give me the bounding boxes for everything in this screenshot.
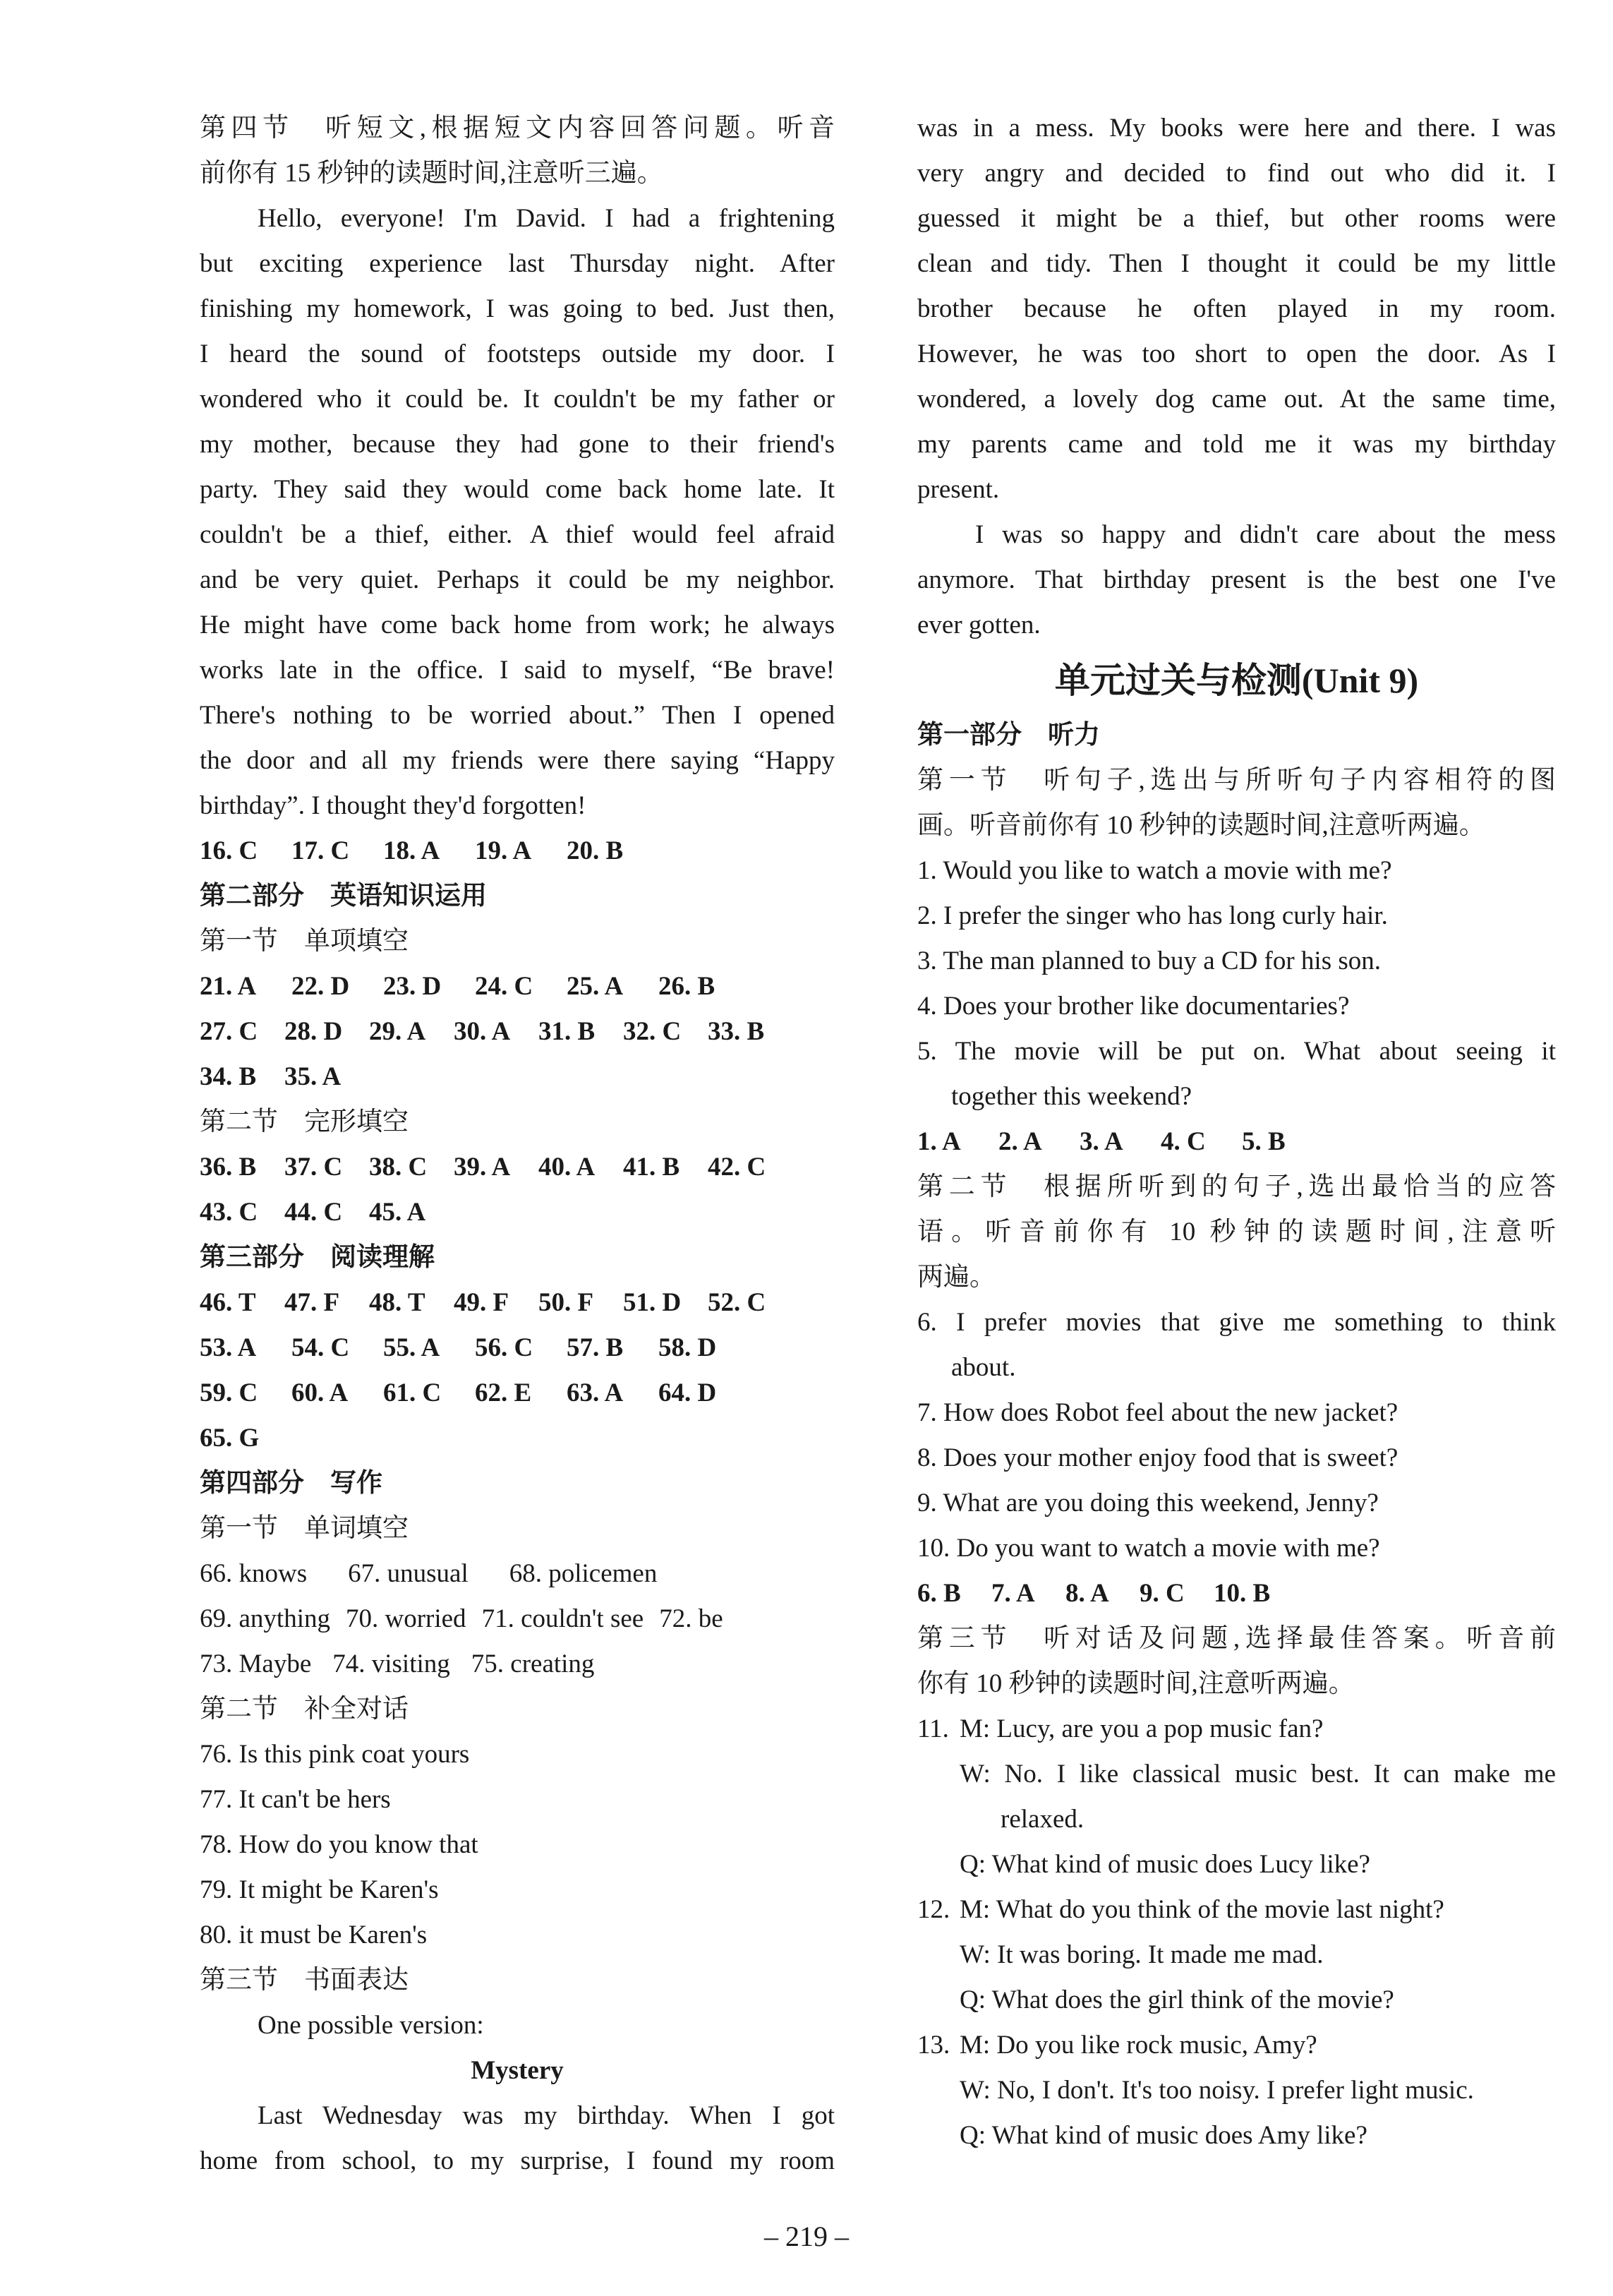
- answer: 26. B: [658, 972, 715, 1001]
- sec4-heading-2: 前你有 15 秒钟的读题时间,注意听三遍。: [200, 159, 663, 188]
- sentence: 5. The movie will be put on. What about seeing it: [917, 1037, 1556, 1066]
- essay-line: home from school, to my surprise, I found my room: [200, 2146, 835, 2175]
- dialog-12-m: [917, 1887, 1556, 1933]
- answer: 53. A: [200, 1333, 257, 1362]
- answer: 33. B: [708, 1017, 765, 1046]
- answer: 58. D: [658, 1333, 717, 1362]
- p4-sec1-heading: 第一节 单词填空: [200, 1514, 409, 1543]
- passage-line: couldn't be a thief, either. A thief would feel afraid: [200, 520, 835, 549]
- sentence: 2. I prefer the singer who has long curly hair.: [917, 901, 1388, 930]
- answer: 36. B: [200, 1153, 257, 1182]
- passage-line: Hello, everyone! I'm David. I had a frightening: [258, 204, 835, 233]
- answers-59-64: [200, 1371, 835, 1416]
- answer: 10. B: [1214, 1579, 1271, 1608]
- sec1-heading-1: 第一节 听句子,选出与所听句子内容相符的图: [917, 766, 1556, 795]
- answer: 42. C: [708, 1153, 766, 1182]
- passage-line: finishing my homework, I was going to bed. Just then,: [200, 294, 835, 323]
- part3-heading: 第三部分 阅读理解: [200, 1243, 435, 1272]
- dialog-11-m: [917, 1707, 1556, 1752]
- answer: 4. C: [1161, 1127, 1206, 1156]
- p2-sec2-heading: 第二节 完形填空: [200, 1107, 409, 1136]
- answer: 43. C: [200, 1198, 258, 1227]
- answer: 27. C: [200, 1017, 258, 1046]
- sentence: 8. Does your mother enjoy food that is sweet?: [917, 1443, 1398, 1472]
- sentence-cont: about.: [951, 1353, 1016, 1382]
- answer: 45. A: [369, 1198, 426, 1227]
- answer: 55. A: [383, 1333, 440, 1362]
- word-answer: 69. anything: [200, 1604, 330, 1633]
- word-answer: 66. knows: [200, 1559, 308, 1588]
- answer: 25. A: [567, 972, 624, 1001]
- sentence: 6. I prefer movies that give me something to think: [917, 1308, 1556, 1337]
- left-column: [200, 106, 835, 2184]
- answer: 6. B: [917, 1579, 961, 1608]
- answer: 63. A: [567, 1378, 624, 1407]
- word-answer: 67. unusual: [348, 1559, 469, 1588]
- part2-heading: 第二部分 英语知识运用: [200, 882, 487, 910]
- essay-line: guessed it might be a thief, but other rooms were: [917, 204, 1556, 233]
- dialog-line: M: Do you like rock music, Amy?: [960, 2031, 1317, 2060]
- answer: 52. C: [708, 1288, 766, 1317]
- dialog-line: relaxed.: [1001, 1805, 1085, 1834]
- answer: 59. C: [200, 1378, 258, 1407]
- essay-line: Last Wednesday was my birthday. When I got: [258, 2101, 835, 2130]
- sentence: 10. Do you want to watch a movie with me?: [917, 1534, 1380, 1563]
- essay-line: very angry and decided to find out who did it. I: [917, 159, 1556, 188]
- dialog-line: M: What do you think of the movie last night?: [960, 1895, 1444, 1924]
- answer: 17. C: [291, 836, 350, 865]
- p4-sec2-heading: 第二节 补全对话: [200, 1695, 409, 1724]
- answer: 8. A: [1065, 1579, 1109, 1608]
- answers-43-45: [200, 1190, 835, 1235]
- unit-title: 单元过关与检测(Unit 9): [1054, 661, 1419, 700]
- part1-heading: 第一部分 听力: [917, 721, 1100, 750]
- word-answer: 75. creating: [471, 1649, 595, 1678]
- answers-1-5: [917, 1119, 1556, 1165]
- answer: 61. C: [383, 1378, 442, 1407]
- essay-line: my parents came and told me it was my birthday: [917, 430, 1556, 459]
- answer-65: 65. G: [200, 1424, 260, 1453]
- dialog-13-m: [917, 2023, 1556, 2068]
- answers-6-10: [917, 1571, 1556, 1616]
- passage-line: party. They said they would come back home late. It: [200, 475, 835, 504]
- dialog-line: W: No. I like classical music best. It can make me: [960, 1760, 1556, 1789]
- answer: 41. B: [623, 1153, 680, 1182]
- answer: 44. C: [284, 1198, 343, 1227]
- dialog-answer: 80. it must be Karen's: [200, 1921, 428, 1949]
- word-answer: 71. couldn't see: [481, 1604, 644, 1633]
- essay-line: was in a mess. My books were here and there. I was: [917, 114, 1556, 143]
- answer: 23. D: [383, 972, 442, 1001]
- answer: 38. C: [369, 1153, 428, 1182]
- answer: 20. B: [567, 836, 624, 865]
- sec3-heading-1: 第三节 听对话及问题,选择最佳答案。听音前: [917, 1624, 1556, 1653]
- answer: 37. C: [284, 1153, 343, 1182]
- essay-line: However, he was too short to open the door. As I: [917, 339, 1556, 368]
- words-66-68: [200, 1551, 835, 1597]
- dialog-number: 12.: [917, 1895, 950, 1924]
- word-answer: 70. worried: [345, 1604, 466, 1633]
- dialog-number: 11.: [917, 1714, 949, 1743]
- dialog-answer: 79. It might be Karen's: [200, 1875, 439, 1904]
- sec4-heading-1: 第四节 听短文,根据短文内容回答问题。听音: [200, 114, 835, 143]
- answer: 48. T: [369, 1288, 425, 1317]
- essay-line: wondered, a lovely dog came out. At the same time,: [917, 385, 1556, 414]
- answer: 24. C: [475, 972, 533, 1001]
- answer: 31. B: [538, 1017, 596, 1046]
- essay-line: I was so happy and didn't care about the mess: [975, 520, 1556, 549]
- answer: 51. D: [623, 1288, 682, 1317]
- answer: 62. E: [475, 1378, 532, 1407]
- sentence: 9. What are you doing this weekend, Jenny?: [917, 1489, 1379, 1517]
- answer: 5. B: [1242, 1127, 1286, 1156]
- sec2-heading-1: 第二节 根据所听到的句子,选出最恰当的应答: [917, 1172, 1556, 1201]
- word-answer: 73. Maybe: [200, 1649, 312, 1678]
- answers-27-33: [200, 1009, 835, 1054]
- answer: 54. C: [291, 1333, 350, 1362]
- answer: 3. A: [1080, 1127, 1123, 1156]
- essay-line: brother because he often played in my room.: [917, 294, 1556, 323]
- passage-line: He might have come back home from work; he always: [200, 611, 835, 639]
- answer: 32. C: [623, 1017, 682, 1046]
- p2-sec1-heading: 第一节 单项填空: [200, 927, 409, 956]
- possible-version: One possible version:: [258, 2011, 484, 2040]
- dialog-answer: 78. How do you know that: [200, 1830, 478, 1859]
- answer: 39. A: [454, 1153, 511, 1182]
- passage-line: birthday”. I thought they'd forgotten!: [200, 791, 586, 820]
- dialog-number: 13.: [917, 2031, 950, 2060]
- dialog-line: Q: What kind of music does Lucy like?: [960, 1850, 1370, 1879]
- word-answer: 68. policemen: [509, 1559, 658, 1588]
- passage-line: but exciting experience last Thursday night. After: [200, 249, 835, 278]
- sec3-heading-2: 你有 10 秒钟的读题时间,注意听两遍。: [917, 1669, 1355, 1698]
- page-number: – 219 –: [764, 2220, 849, 2252]
- answer: 29. A: [369, 1017, 426, 1046]
- words-69-72: [200, 1597, 835, 1642]
- sentence: 4. Does your brother like documentaries?: [917, 992, 1350, 1021]
- essay-line: anymore. That birthday present is the best one I've: [917, 565, 1556, 594]
- sentence: 7. How does Robot feel about the new jacket?: [917, 1398, 1398, 1427]
- passage-line: my mother, because they had gone to their friend's: [200, 430, 835, 459]
- sec2-heading-2: 语。听音前你有 10 秒钟的读题时间,注意听: [917, 1218, 1556, 1246]
- passage-line: works late in the office. I said to myself, “Be brave!: [200, 656, 835, 685]
- answer: 57. B: [567, 1333, 624, 1362]
- dialog-line: W: It was boring. It made me mad.: [960, 1940, 1324, 1969]
- right-column: [917, 106, 1556, 2158]
- sentence: 3. The man planned to buy a CD for his son.: [917, 946, 1382, 975]
- answers-36-42: [200, 1145, 835, 1190]
- answer: 34. B: [200, 1062, 257, 1091]
- passage-line: wondered who it could be. It couldn't be my father or: [200, 385, 835, 414]
- answer: 49. F: [454, 1288, 509, 1317]
- answer: 9. C: [1140, 1579, 1185, 1608]
- answers-16-20: [200, 829, 835, 874]
- answer: 7. A: [991, 1579, 1035, 1608]
- answer: 56. C: [475, 1333, 533, 1362]
- sec2-heading-3: 两遍。: [917, 1263, 996, 1292]
- sec1-heading-2: 画。听音前你有 10 秒钟的读题时间,注意听两遍。: [917, 811, 1485, 840]
- answers-46-52: [200, 1280, 835, 1326]
- sentence-cont: together this weekend?: [951, 1082, 1192, 1111]
- answers-21-26: [200, 964, 835, 1009]
- dialog-answer: 76. Is this pink coat yours: [200, 1740, 470, 1769]
- passage-line: the door and all my friends were there saying “Happy: [200, 746, 835, 775]
- answer: 16. C: [200, 836, 258, 865]
- p4-sec3-heading: 第三节 书面表达: [200, 1966, 409, 1995]
- answer: 19. A: [475, 836, 532, 865]
- essay-line: ever gotten.: [917, 611, 1041, 639]
- passage-line: There's nothing to be worried about.” Then I opened: [200, 701, 835, 730]
- answer: 30. A: [454, 1017, 511, 1046]
- answer: 2. A: [998, 1127, 1042, 1156]
- dialog-line: Q: What does the girl think of the movie?: [960, 1985, 1394, 2014]
- dialog-line: M: Lucy, are you a pop music fan?: [960, 1714, 1324, 1743]
- answer: 64. D: [658, 1378, 717, 1407]
- essay-title: Mystery: [471, 2056, 564, 2085]
- word-answer: 72. be: [659, 1604, 723, 1633]
- answer: 22. D: [291, 972, 350, 1001]
- word-answer: 74. visiting: [332, 1649, 450, 1678]
- dialog-line: Q: What kind of music does Amy like?: [960, 2121, 1367, 2150]
- answer: 47. F: [284, 1288, 340, 1317]
- passage-line: I heard the sound of footsteps outside my door. I: [200, 339, 835, 368]
- answer: 1. A: [917, 1127, 961, 1156]
- answer: 46. T: [200, 1288, 256, 1317]
- sentence: 1. Would you like to watch a movie with me?: [917, 856, 1392, 885]
- answer: 21. A: [200, 972, 257, 1001]
- dialog-line: W: No, I don't. It's too noisy. I prefer light music.: [960, 2076, 1474, 2105]
- answer: 50. F: [538, 1288, 594, 1317]
- dialog-answer: 77. It can't be hers: [200, 1785, 391, 1814]
- answer: 60. A: [291, 1378, 349, 1407]
- answer: 35. A: [284, 1062, 342, 1091]
- essay-line: present.: [917, 475, 1000, 504]
- words-73-75: [200, 1642, 835, 1687]
- answer: 18. A: [383, 836, 440, 865]
- answers-34-35: [200, 1054, 835, 1100]
- passage-line: and be very quiet. Perhaps it could be my neighbor.: [200, 565, 835, 594]
- answer: 40. A: [538, 1153, 596, 1182]
- essay-line: clean and tidy. Then I thought it could be my little: [917, 249, 1556, 278]
- answers-53-58: [200, 1326, 835, 1371]
- answer: 28. D: [284, 1017, 343, 1046]
- part4-heading: 第四部分 写作: [200, 1469, 382, 1498]
